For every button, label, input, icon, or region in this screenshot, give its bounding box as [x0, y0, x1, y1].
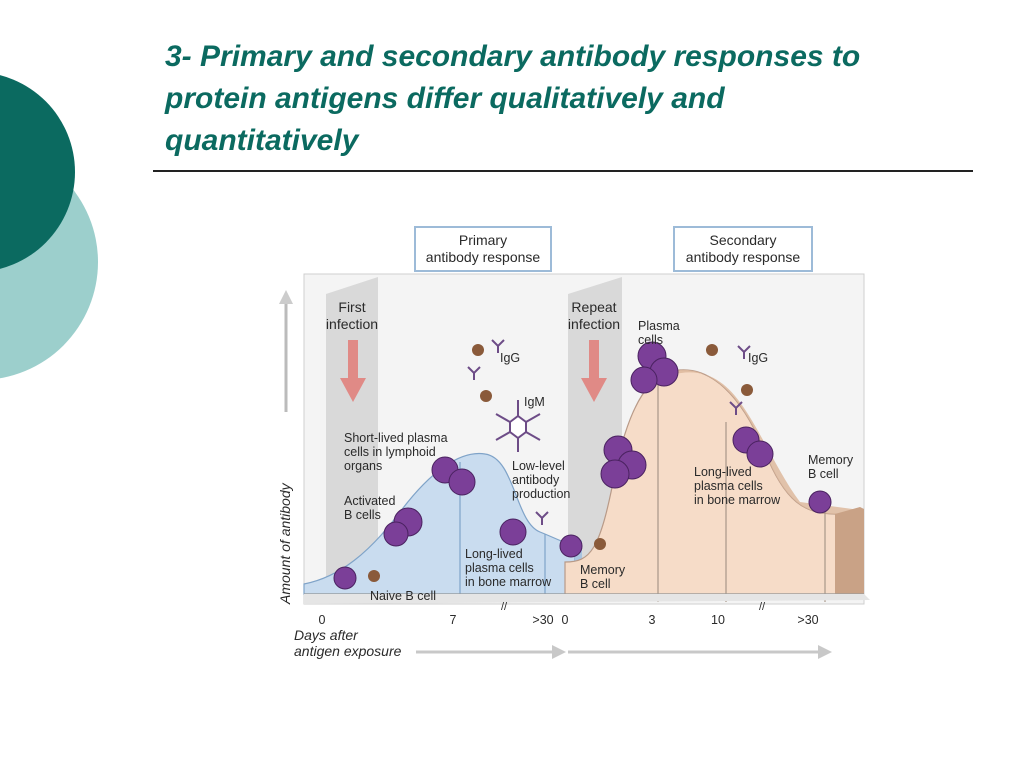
svg-text://: // — [758, 601, 766, 613]
label-activated-2: B cells — [344, 508, 381, 522]
svg-text:0: 0 — [561, 613, 569, 627]
title-line-3: quantitatively — [165, 124, 359, 157]
secondary-ticks — [562, 601, 819, 627]
primary-ticks — [319, 601, 554, 627]
svg-text://: // — [500, 601, 508, 613]
title-line-2: protein antigens differ qualitatively and — [165, 82, 725, 115]
svg-text:antibody response: antibody response — [685, 249, 801, 265]
label-naive-b-cell: Naive B cell — [370, 589, 436, 603]
secondary-area-side — [835, 507, 864, 600]
decorative-circles — [0, 0, 110, 420]
repeat-infection-label-1: Repeat — [571, 299, 617, 315]
svg-text:10: 10 — [711, 613, 725, 627]
first-infection-label-2: infection — [325, 316, 379, 332]
label-memory-secondary-1: Memory — [808, 453, 854, 467]
svg-text:>30: >30 — [532, 613, 554, 627]
label-long-lived-primary-1: Long-lived — [465, 547, 523, 561]
label-short-lived-2: cells in lymphoid — [344, 445, 436, 459]
label-long-lived-primary-3: in bone marrow — [465, 575, 552, 589]
antibody-response-diagram — [260, 222, 880, 672]
x-axis-arrows — [416, 645, 832, 659]
label-long-lived-primary-2: plasma cells — [465, 561, 534, 575]
svg-text:>30: >30 — [797, 613, 819, 627]
repeat-infection-label-2: infection — [567, 316, 621, 332]
title-divider — [153, 170, 973, 172]
svg-text:Primary: Primary — [458, 232, 508, 248]
label-long-lived-secondary-2: plasma cells — [694, 479, 763, 493]
label-low-level-2: antibody — [512, 473, 560, 487]
label-low-level-3: production — [512, 487, 571, 501]
svg-text:0: 0 — [318, 613, 326, 627]
svg-text:7: 7 — [449, 613, 457, 627]
first-infection-label-1: First — [338, 299, 366, 315]
label-long-lived-secondary-3: in bone marrow — [694, 493, 781, 507]
label-plasma-cells-1: Plasma — [638, 319, 680, 333]
x-axis-label-1: Days after — [294, 627, 358, 643]
title-line-1: 3- Primary and secondary antibody responses to — [165, 40, 861, 73]
svg-text:Secondary: Secondary — [709, 232, 777, 248]
label-low-level-1: Low-level — [512, 459, 565, 473]
label-short-lived-3: organs — [344, 459, 383, 473]
label-memory-secondary-2: B cell — [808, 467, 839, 481]
slide-title — [165, 36, 985, 162]
label-memory-primary-2: B cell — [580, 577, 611, 591]
label-igm: IgM — [524, 395, 545, 409]
label-plasma-cells-2: cells — [638, 333, 664, 347]
y-axis-label: Amount of antibody — [277, 483, 293, 604]
svg-text:3: 3 — [648, 613, 656, 627]
svg-text:antibody response: antibody response — [425, 249, 541, 265]
label-long-lived-secondary-1: Long-lived — [694, 465, 752, 479]
label-igg-secondary: IgG — [748, 351, 769, 365]
x-axis-label-2: antigen exposure — [294, 643, 402, 659]
label-memory-primary-1: Memory — [580, 563, 626, 577]
header-primary — [415, 227, 551, 271]
label-short-lived-1: Short-lived plasma — [344, 431, 448, 445]
header-secondary — [674, 227, 812, 271]
label-activated-1: Activated — [344, 494, 396, 508]
label-igg-primary: IgG — [500, 351, 521, 365]
